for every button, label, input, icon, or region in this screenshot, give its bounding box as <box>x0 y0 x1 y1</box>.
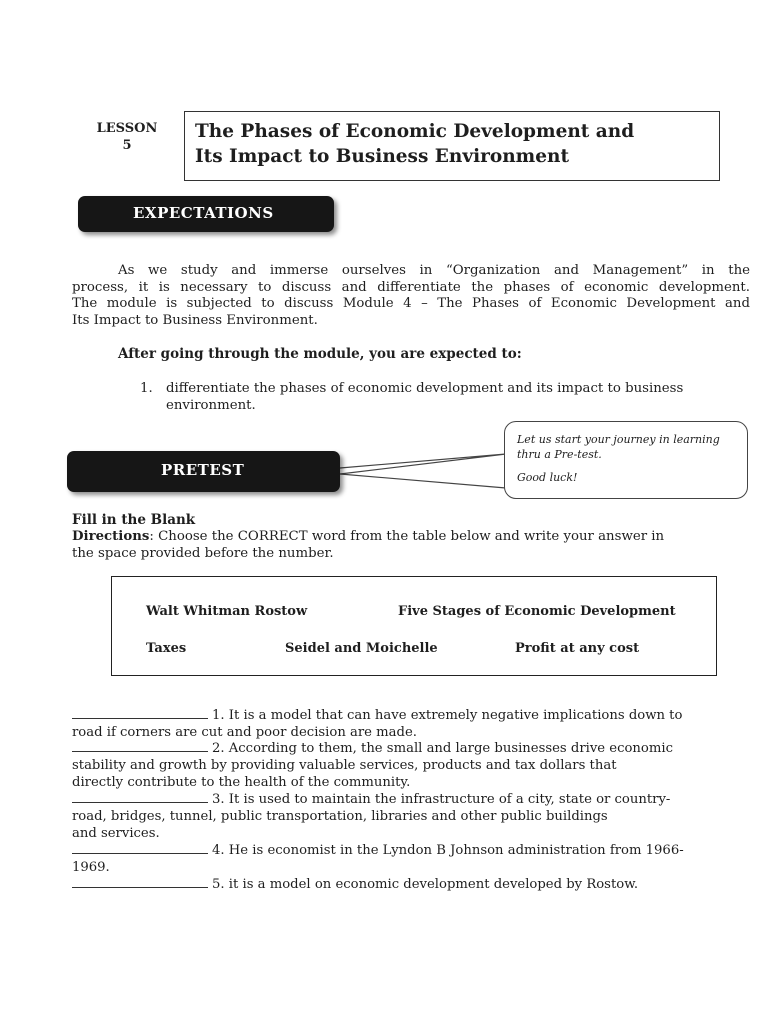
question-text: 4. He is economist in the Lyndon B Johnson administration from 1966- <box>212 843 684 858</box>
speech-bubble <box>504 421 748 499</box>
word-bank-item: Walt Whitman Rostow <box>146 604 308 619</box>
question-text: 5. it is a model on economic development developed by Rostow. <box>212 877 639 892</box>
intro-line: process, it is necessary to discuss and differentiate the phases of economic development. <box>72 279 750 295</box>
question-text: 3. It is used to maintain the infrastructure of a city, state or country- <box>212 792 671 807</box>
answer-blank[interactable] <box>72 875 208 888</box>
lesson-title-line-1: The Phases of Economic Development and <box>195 121 635 142</box>
directions-label: Directions <box>72 529 150 544</box>
intro-line-text: As we study and immerse ourselves in “Organization and Management” in the <box>118 263 750 278</box>
fill-blank-heading: Fill in the Blank <box>72 512 196 528</box>
question-3 <box>72 790 752 842</box>
answer-blank[interactable] <box>72 790 208 803</box>
directions-text: : Choose the CORRECT word from the table below and write your answer in <box>149 529 665 544</box>
directions-text-2: the space provided before the number. <box>72 546 334 561</box>
question-text: 1. It is a model that can have extremely negative implications down to <box>212 708 683 723</box>
question-text: 1969. <box>72 860 110 875</box>
word-bank-item: Profit at any cost <box>515 641 640 656</box>
objectives-lead: After going through the module, you are expected to: <box>118 346 522 362</box>
word-bank <box>111 576 717 676</box>
question-2 <box>72 739 752 791</box>
question-4 <box>72 841 752 876</box>
lesson-title-line-2: Its Impact to Business Environment <box>195 146 570 167</box>
question-5 <box>72 875 752 893</box>
objective-line-2: environment. <box>166 398 256 413</box>
lesson-label-text: LESSON <box>96 121 158 136</box>
expectations-heading: EXPECTATIONS <box>78 196 334 232</box>
question-text: directly contribute to the health of the community. <box>72 775 411 790</box>
question-1 <box>72 706 752 741</box>
objective-number: 1. <box>140 381 153 396</box>
objective-line-1: differentiate the phases of economic development and its impact to business <box>166 381 684 396</box>
question-text: stability and growth by providing valuable services, products and tax dollars that <box>72 758 617 773</box>
intro-line: Its Impact to Business Environment. <box>72 312 318 328</box>
directions <box>72 528 752 562</box>
word-bank-item: Taxes <box>146 641 187 656</box>
question-text: road, bridges, tunnel, public transportation, libraries and other public buildings <box>72 809 608 824</box>
bubble-line-3: Good luck! <box>517 471 578 484</box>
lesson-number: 5 <box>122 138 132 153</box>
pretest-heading: PRETEST <box>67 451 340 492</box>
question-text: and services. <box>72 826 160 841</box>
answer-blank[interactable] <box>72 739 208 752</box>
word-bank-item: Five Stages of Economic Development <box>398 604 676 619</box>
bubble-line-2: thru a Pre-test. <box>517 448 602 461</box>
answer-blank[interactable] <box>72 706 208 719</box>
intro-line: The module is subjected to discuss Module 4 – The Phases of Economic Development and <box>72 296 750 311</box>
bubble-line-1: Let us start your journey in learning <box>517 433 720 446</box>
question-text: 2. According to them, the small and large businesses drive economic <box>212 741 673 756</box>
word-bank-item: Seidel and Moichelle <box>285 641 438 656</box>
answer-blank[interactable] <box>72 841 208 854</box>
question-text: road if corners are cut and poor decision are made. <box>72 725 417 740</box>
